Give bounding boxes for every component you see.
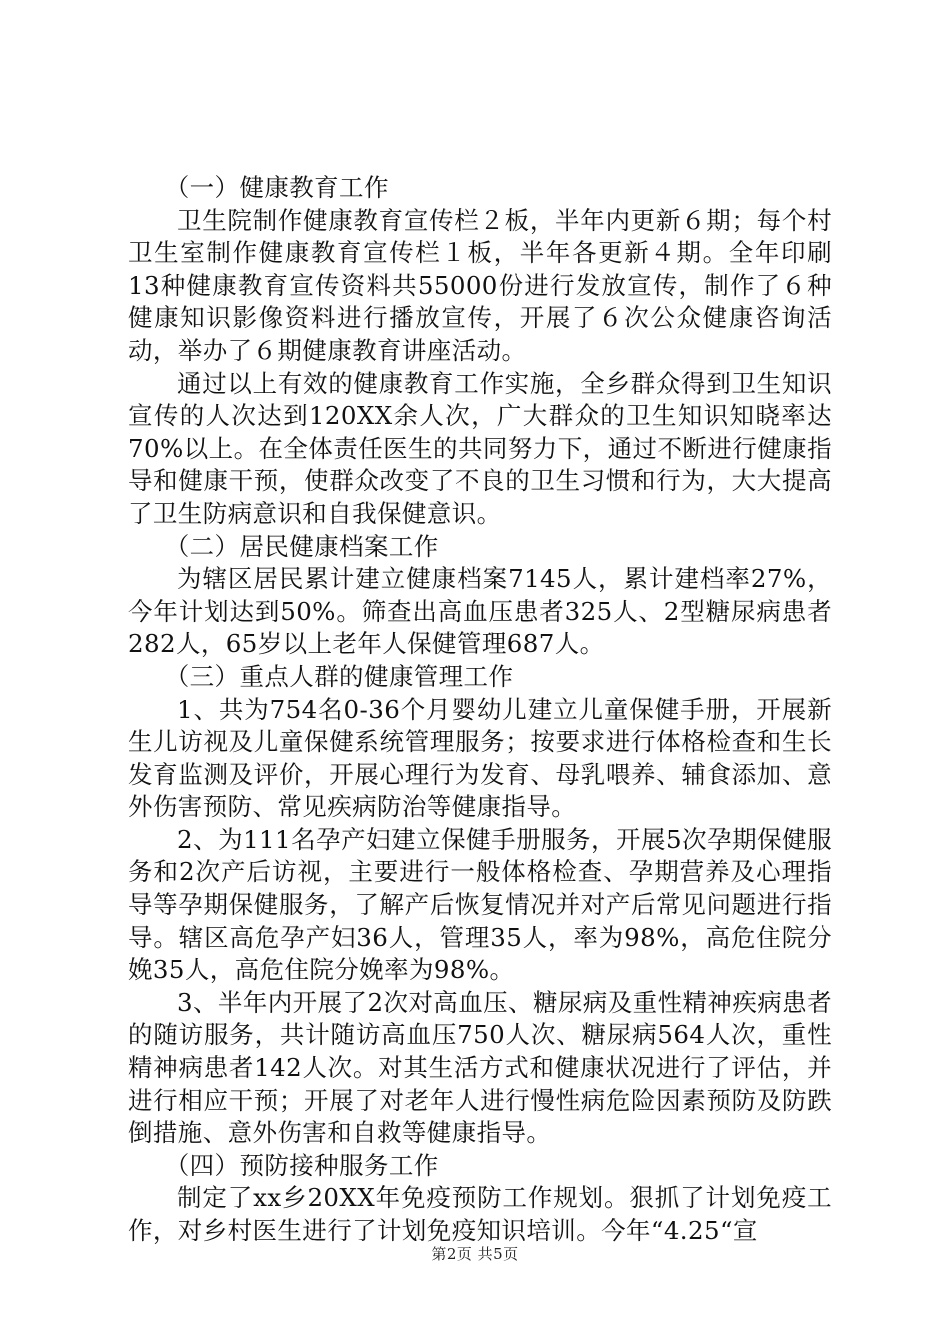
page-number-footer: 第2页 共5页 (431, 1245, 519, 1263)
paragraph-child-health: 1、共为754名0-36个月婴幼儿建立儿童保健手册，开展新生儿访视及儿童保健系统管理服务；按要求进行体格检查和生长发育监测及评价，开展心理行为发育、母乳喂养、辅食添加、意外伤害预防、常见疾病防治等健康指导。 (128, 694, 832, 822)
paragraph-health-education-results: 通过以上有效的健康教育工作实施，全乡群众得到卫生知识宣传的人次达到120XX余人次，广大群众的卫生知识知晓率达70%以上。在全体责任医生的共同努力下，通过不断进行健康指导和健康干预，使群众改变了不良的卫生习惯和行为，大大提高了卫生防病意识和自我保健意识。 (128, 368, 832, 528)
document-body (128, 172, 832, 1248)
paragraph-health-education-materials: 卫生院制作健康教育宣传栏２板，半年内更新６期；每个村卫生室制作健康教育宣传栏１板，半年各更新４期。全年印刷13种健康教育宣传资料共55000份进行发放宣传，制作了６种健康知识影像资料进行播放宣传，开展了６次公众健康咨询活动，举办了６期健康教育讲座活动。 (128, 205, 832, 365)
paragraph-vaccination: 制定了xx乡20XX年免疫预防工作规划。狠抓了计划免疫工作，对乡村医生进行了计划免疫知识培训。今年“4.25“宣 (128, 1183, 832, 1245)
section-heading-health-records: （二）居民健康档案工作 (164, 531, 439, 561)
paragraph-health-records: 为辖区居民累计建立健康档案7145人，累计建档率27%，今年计划达到50%。筛查出高血压患者325人、2型糖尿病患者282人，65岁以上老年人保健管理687人。 (128, 564, 832, 659)
section-heading-vaccination: （四）预防接种服务工作 (164, 1150, 439, 1180)
section-heading-health-education: （一）健康教育工作 (164, 173, 389, 202)
section-heading-key-populations: （三）重点人群的健康管理工作 (164, 661, 514, 691)
paragraph-chronic-disease-followup: 3、半年内开展了2次对高血压、糖尿病及重性精神疾病患者的随访服务，共计随访高血压750人次、糖尿病564人次，重性精神病患者142人次。对其生活方式和健康状况进行了评估，并进行相应干预；开展了对老年人进行慢性病危险因素预防及防跌倒措施、意外伤害和自救等健康指导。 (128, 987, 832, 1148)
paragraph-maternal-health: 2、为111名孕产妇建立保健手册服务，开展5次孕期保健服务和2次产后访视，主要进行一般体格检查、孕期营养及心理指导等孕期保健服务，了解产后恢复情况并对产后常见问题进行指导。辖区高危孕产妇36人，管理35人，率为98%，高危住院分娩35人，高危住院分娩率为98%。 (128, 824, 832, 985)
